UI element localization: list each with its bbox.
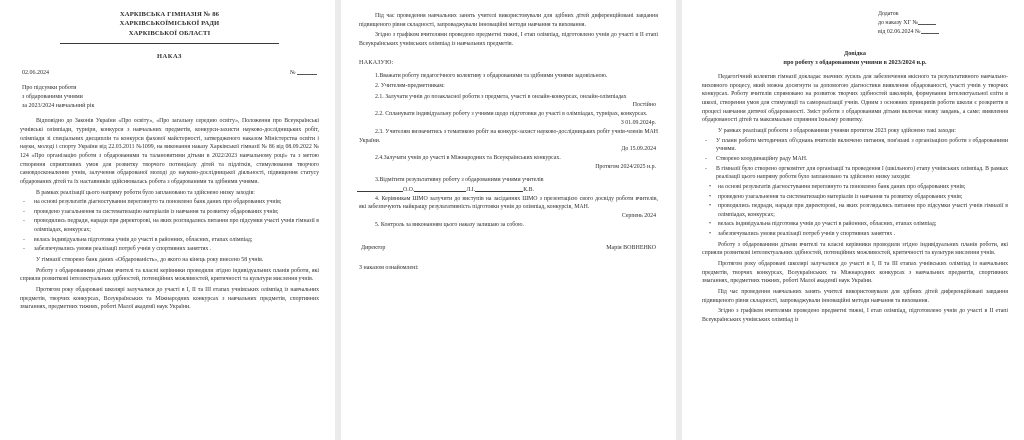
order-keyword: НАКАЗУЮ: — [359, 59, 394, 66]
subject-line-3: за 2023/2024 навчальний рік — [22, 103, 95, 110]
collective-paragraph: Педагогічний колектив гімназії докладає значних зусиль для забезпечення якісного та результативного навчально-виховного процесу, який можна досягнути за допомогою діагностики виявлення обдарованості, участі учнів у творчих конкурсах. Роботу вчителів спрямовано на розвиток творчих здібностей школярів, формування інтелектуальної еліти в школі, створення умов для стимуляції та самореалізації учнів. Одним з основних принципів роботи школи є розкриття в процесі навчання дитячої обдарованості. Зміст роботи з обдарованими дітьми включає низку завдань, а саме: виявлення обдарованості дітей та максимальне сприяння їхньому розвитку. — [702, 74, 1008, 124]
schedule-paragraph: Згідно з графіком вчителями проведено предметні тижні, I етап олімпіад, підготовлено учнів до участі в II етапі Всеукраїнських учнівських олімпіад із — [702, 308, 1008, 323]
list-item: - проводились педради, наради при директорові, на яких розглядались питання про підсумки участі учнів гімназії в олімпіадах, конкурсах; — [20, 217, 319, 234]
organization-header — [44, 10, 295, 38]
order-item-2-2-deadline: З 01.09.2024р. — [620, 120, 656, 127]
list-item: - забезпечувались умови реалізації потреб учнів у спортивних заняттях . — [20, 245, 319, 254]
organization-line-3: ХАРКІВСЬКОЇ ОБЛАСТІ — [128, 29, 211, 37]
measures-intro-paragraph: В рамках реалізації цього напряму роботи було заплановано та здійснено низку заходів: — [36, 189, 255, 196]
lessons-paragraph: Під час проведення навчальних занять учителі використовували для здібних дітей диференційовані завдання підвищеного рівня складності, запроваджували інноваційні методи навчання та виховання. — [702, 288, 1008, 304]
appendix-order-blank — [918, 24, 936, 25]
bank-paragraph: У гімназії створено банк даних «Обдарованість», до якого на кінець року внесено 58 учнів. — [36, 257, 264, 264]
order-item-2-2: 2.2. Спланувати індивідуальну роботу з учнями щодо підготовки до участі в олімпіадах, турнірах, конкурсах. — [375, 111, 648, 118]
list-item: - проведено узагальнення та систематизацію матеріалів із навчання та розвитку обдарованих учнів; — [20, 208, 319, 217]
order-item-2-4-deadline: Протягом 2024/2025 н.р. — [595, 164, 656, 171]
signature-row — [357, 245, 660, 251]
document-date: 02.06.2024 — [22, 70, 49, 77]
document-page-3 — [682, 0, 1024, 440]
document-page-2 — [341, 0, 676, 440]
subject-line-1: Про підсумки роботи — [22, 85, 77, 92]
certificate-title — [700, 49, 1010, 68]
order-item-2-1: 2.1. Залучати учнів до позакласної роботи з предмета, участі в онлайн-конкурсах, онлайн-олімпіадах — [375, 93, 627, 100]
order-item-2-3-deadline: До 15.09.2024 — [621, 146, 656, 153]
subject-line-2: з обдарованими учнями — [22, 94, 83, 101]
certificate-title-line-2: про роботу з обдарованими учнями в 2023/2024 н.р. — [783, 58, 927, 66]
organizational-measures-list — [702, 137, 1008, 182]
order-item-5: 5. Контроль за виконанням цього наказу залишаю за собою. — [375, 221, 524, 228]
document-subject — [18, 84, 321, 111]
list-item: • велась індивідуальна підготовка учнів до участі в районних, обласних, етапах олімпіад; — [702, 220, 1008, 229]
organization-line-2: ХАРКІВСЬКОЇМІСЬКОЇ РАДИ — [119, 20, 220, 28]
order-item-2-1-deadline: Постійно — [632, 102, 656, 109]
plans-paragraph: Роботу з обдарованими дітьми вчителі та класні керівники проводили згідно індивідуальних планів роботи, які сприяли розвиткові інтелектуальних здібностей, потенційних можливостей, критичності та культури мислення учнів. — [702, 241, 1008, 257]
initials-blank-3 — [475, 185, 523, 192]
list-item: • на основі результатів діагностування переглянуто та поновлено банк даних про обдарованих учнів; — [702, 183, 1008, 192]
initials-3: К.В. — [523, 186, 534, 193]
header-divider — [60, 43, 279, 44]
document-number: № — [290, 70, 317, 76]
year-paragraph: Протягом року обдаровані школярі залучалися до участі в I, II та III етапах учнівських олімпіад із навчальних предметів, творчих конкурсах, Всеукраїнських та Міжнародних конкурсах з навчальних предметів, спортивних змаганнях, предметних тижнях, роботі Малої академії наук України. — [20, 286, 319, 311]
appendix-reference — [700, 10, 1006, 37]
list-item: - велась індивідуальна підготовка учнів до участі в районних, обласних, етапах олімпіад; — [20, 236, 319, 245]
appendix-date-blank — [921, 33, 939, 34]
year-paragraph: Протягом року обдаровані школярі залучалися до участі в I, II та III етапах учнівських олімпіад із навчальних предметів, творчих конкурсах, Всеукраїнських та Міжнародних конкурсах з навчальних предметів, спортивних змаганнях, предметних тижнях, роботі Малої академії наук України. — [702, 260, 1008, 285]
document-number-blank — [297, 74, 317, 75]
order-item-4-deadline: Серпень 2024 — [621, 212, 656, 219]
lessons-paragraph: Під час проведення навчальних занять учителі використовували для здібних дітей диференційовані завдання підвищеного рівня складності, запроваджували інноваційні методи навчання та виховання. — [359, 13, 658, 28]
schedule-paragraph: Згідно з графіком вчителями проведено предметні тижні, I етап олімпіад, підготовлено учнів до участі в II етапі Всеукраїнських учнівських олімпіад із навчальних предметів. — [359, 32, 658, 47]
signatory-role: Директор — [361, 244, 386, 251]
appendix-date-ref: від 02.06.2024 № — [878, 28, 1006, 37]
order-item-3: 3.Відмітити результативну роботу з обдарованими учнями учителів — [375, 177, 544, 184]
list-item: • проводились педради, наради при директорові, на яких розглядались питання про підсумки участі учнів гімназії в олімпіадах, конкурсах; — [702, 202, 1008, 219]
appendix-order-ref: до наказу ХГ № — [878, 19, 1006, 28]
initials-1: О.О. — [403, 186, 415, 193]
organization-line-1: ХАРКІВСЬКА ГІМНАЗІЯ № 86 — [119, 11, 220, 18]
initials-blank-1 — [357, 185, 403, 192]
initials-blank-2 — [414, 185, 466, 192]
acknowledgement-label: З наказом ознайомлені: — [359, 264, 419, 271]
document-page-1 — [0, 0, 335, 440]
order-item-2: 2. Учителям-предметникам: — [375, 83, 445, 90]
list-item: - В гімназії було створено оргкомітет для організації та проведення I (шкільного) етапу учнівських олімпіад. В рамках реалізації цього напряму роботи було заплановано та здійснено низку заходів: — [702, 165, 1008, 182]
appendix-label: Додаток — [878, 11, 899, 17]
list-item: - на основі результатів діагностування переглянуто та поновлено банк даних про обдарованих учнів; — [20, 198, 319, 207]
detailed-measures-list — [702, 183, 1008, 239]
order-item-2-4: 2.4.Залучати учнів до участі в Міжнародних та Всеукраїнських конкурсах. — [375, 155, 561, 162]
measures-intro-paragraph: У рамках реалізації робооти з обдарованими учнями протягом 2023 року здійснено такі заходи: — [718, 128, 956, 135]
document-kind: НАКАЗ — [156, 53, 183, 61]
signatory-name: Марія ВОВНЕНКО — [606, 244, 656, 251]
list-item: - У плани роботи методичних об'єднань вчителів включено питання, пов'язані з організацією роботи з обдарованими учнями. — [702, 137, 1008, 154]
list-item: • забезпечувались умови реалізації потреб учнів у спортивних заняттях . — [702, 230, 1008, 239]
order-item-3-initials — [357, 185, 660, 193]
order-item-4: 4. Керівникам ШМО залучити до виступів на засіданнях ШМО з презентацією свого досвіду роботи вчителів, які забезпечують найкращу результативність підготовки учнів до олімпіад, конкурсів, МАН. — [359, 195, 658, 211]
order-item-2-3: 2.3. Учителям визначитись з тематикою робіт на конкурс-захист науково-дослідницьких робіт учнів-членів МАН України. — [359, 129, 658, 144]
preamble-paragraph: Відповідно до Законів України «Про освіту», «Про загальну середню освіту», Положення про Всеукраїнські учнівські олімпіади, турніри, конкурси з навчальних предметів, конкурси-захисти науково-дослідницьких робіт, олімпіади зі спеціальних дисциплін та конкурси фахової майстерності, затвердженого наказом Міністерства освіти і науки, молоді і спорту України від 22.03.2011 №1099, на виконання наказу Харківської гімназії № 86 від 08.09.2022 № 124 «Про організацію роботи з обдарованими та талановитими дітьми в 2022/2023 навчальному році» та з метою створення сприятливих умов для розвитку творчого потенціалу дітей та підлітків, стимулювання творчого самовдосконалення учнів, залучення обдарованої молоді до науково-дослідницької діяльності, підвищення статусу обдарованих дітей та їх наставників здійснювалась робота з обдарованими та здібними учнями. — [20, 118, 319, 185]
list-item: • проведено узагальнення та систематизацію матеріалів із навчання та розвитку обдарованих учнів; — [702, 193, 1008, 202]
initials-2: Л.І. — [466, 186, 476, 193]
document-meta-row — [18, 70, 321, 76]
certificate-title-line-1: Довідка — [844, 49, 866, 57]
list-item: - Створено координаційну раду МАН. — [702, 155, 1008, 164]
order-item-1: 1.Вважати роботу педагогічного колективу з обдарованими та здібними учнями задовільною. — [375, 72, 608, 79]
plans-paragraph: Роботу з обдарованими дітьми вчителі та класні керівники проводили згідно індивідуальних планів роботи, які сприяли розвиткові інтелектуальних здібностей, потенційних можливостей, критичності та культури мислення учнів. — [20, 267, 319, 283]
measures-list — [20, 198, 319, 254]
